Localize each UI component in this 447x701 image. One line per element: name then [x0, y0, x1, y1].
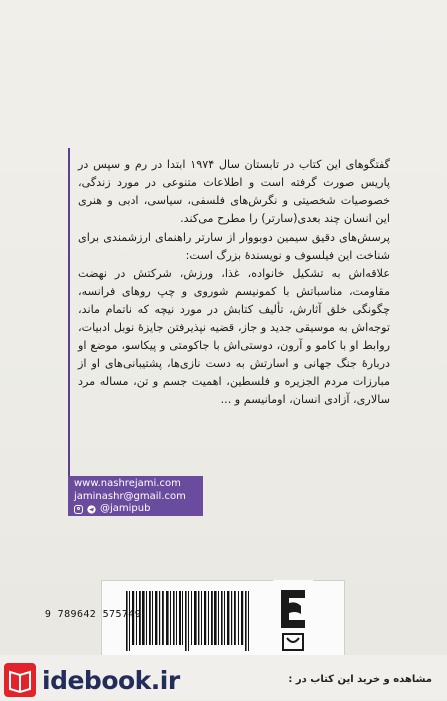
idebook-watermark[interactable]: [4, 660, 184, 700]
blurb-paragraph-1: گفتگوهای این کتاب در تابستان سال ۱۹۷۴ ابتدا در رم و سپس در پاریس صورت گرفته است و اطلاعات متنوعی در مورد زندگی، خصوصیات شخصیتی و نگرش‌های فلسفی، سیاسی، ادبی و هنری این انسان چند بعدی(سارتر) را مطرح می‌کند.: [78, 158, 390, 225]
social-handle: @jamipub: [100, 503, 151, 514]
blurb-paragraph-2: پرسش‌های دقیق سیمین دوبووار از سارتر راهنمای ارزشمندی برای شناخت این فیلسوف و نویسندهٔ بزرگ است:: [78, 230, 390, 262]
instagram-icon: [74, 505, 83, 514]
watermark-caption: مشاهده و خرید این کتاب در :: [288, 674, 432, 685]
book-icon: [4, 663, 36, 697]
blurb-paragraph-3: علاقه‌اش به تشکیل خانواده، غذا، ورزش، شرکتش در نهضت مقاومت، مناسباتش با کمونیسم شوروی و چپ روهای فرانسه، چگونگی خلق آثارش، تألیف کتابش در مورد نیچه که ناتمام ماند، توجه‌اش به موسیقی جدید و جاز، قضیه نپذیرفتن جایزهٔ نوبل ادبیات، روابط او با کامو و آرون، دوستی‌اش با جاکومتی و پیکاسو، موضع او دربارهٔ جنگ جهانی و اسارتش به دست نازی‌ها، پشتیبانی‌های او از مبارزات مردم الجزیره و فلسطین، اهمیت جسم و تن، مساله مرد سالاری، آزادی انسان، اومانیسم و ...: [78, 267, 390, 406]
publisher-logo: [273, 580, 313, 656]
publisher-contact-box: [68, 476, 203, 516]
publisher-email: jaminashr@gmail.com: [74, 490, 186, 502]
purple-accent-line: [68, 148, 70, 512]
isbn-number: 9 789642 575749: [44, 609, 142, 620]
publisher-social: [74, 503, 203, 516]
telegram-icon: [87, 505, 96, 514]
back-cover-blurb: [78, 156, 390, 410]
publisher-website: www.nashrejami.com: [74, 478, 181, 489]
watermark-logo-text: idebook.ir: [42, 665, 180, 695]
